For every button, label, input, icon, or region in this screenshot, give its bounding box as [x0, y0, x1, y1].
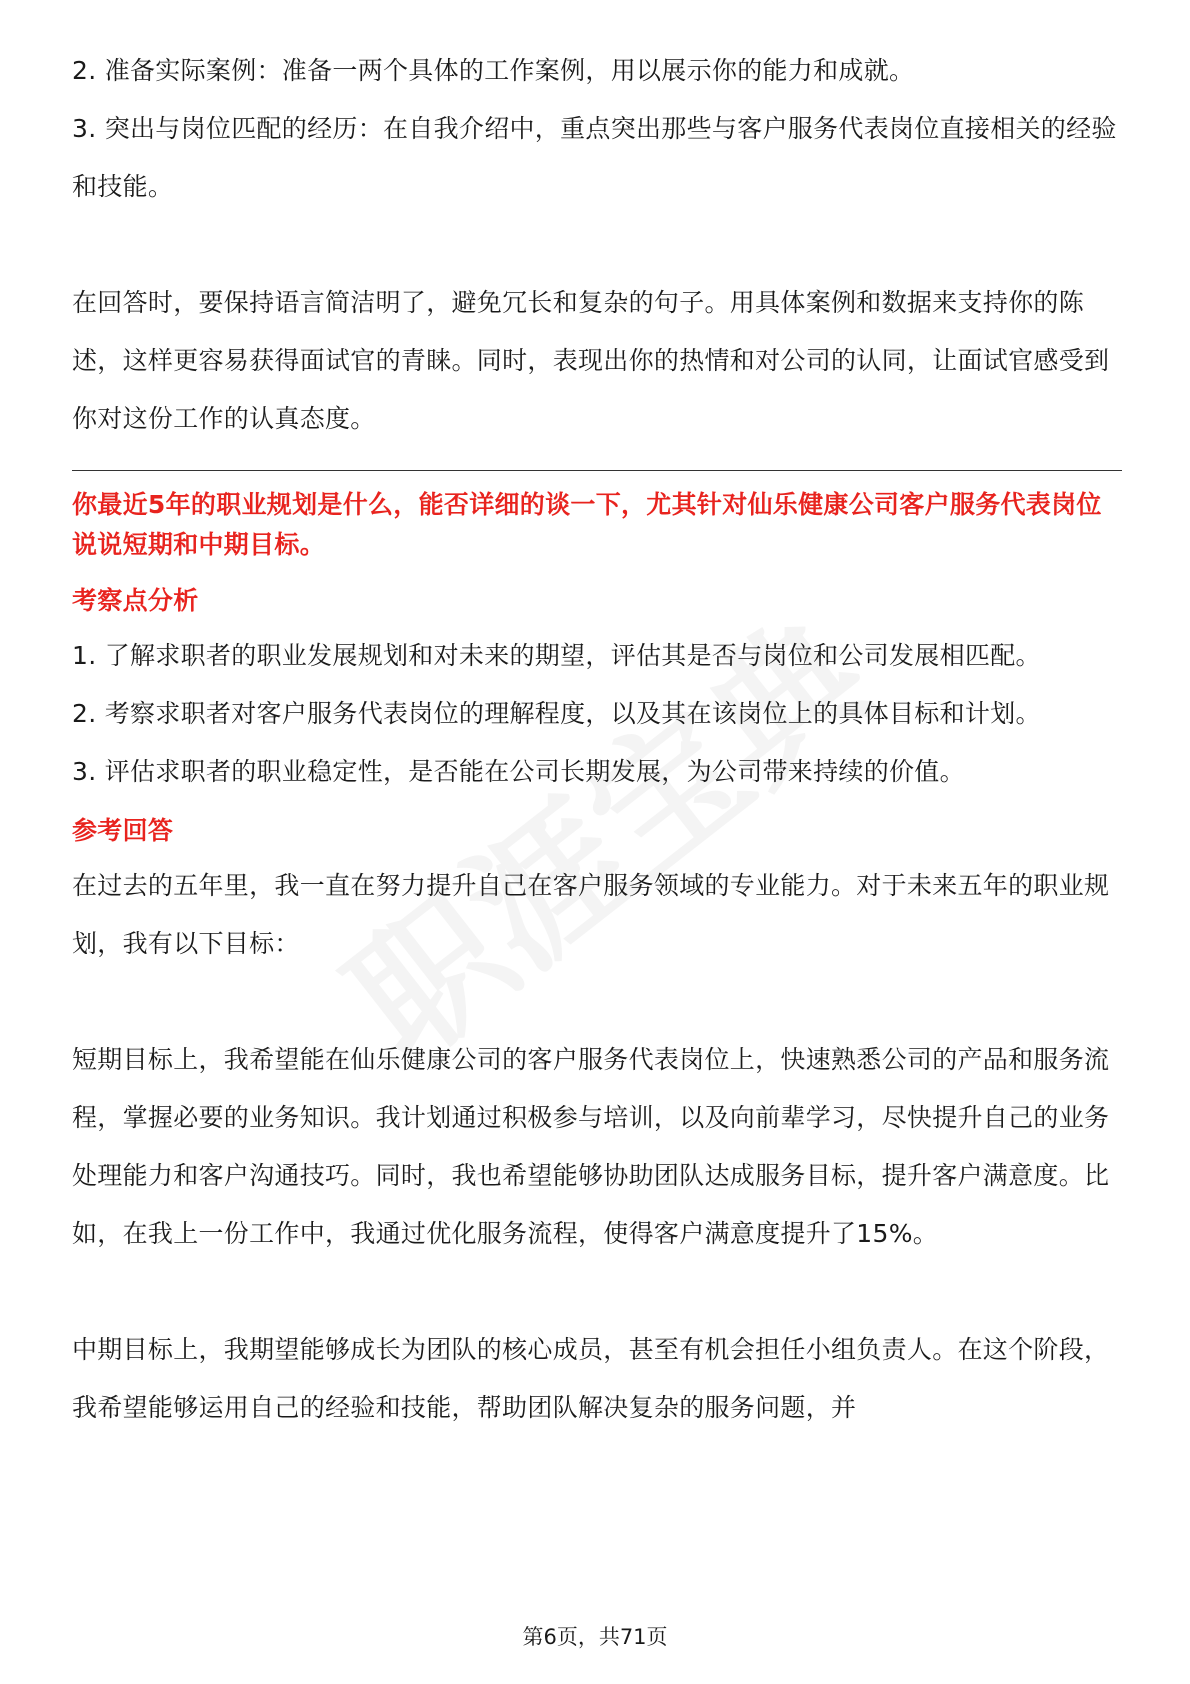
- spacer: [72, 973, 1122, 1031]
- answer-heading: 参考回答: [72, 816, 174, 845]
- section-divider: [72, 470, 1122, 471]
- page-content: [72, 42, 1122, 1437]
- answer-paragraph-3: 中期目标上，我期望能够成长为团队的核心成员，甚至有机会担任小组负责人。在这个阶段，我希望能够运用自己的经验和技能，帮助团队解决复杂的服务问题，并: [72, 1335, 1110, 1422]
- analysis-item-3: 3. 评估求职者的职业稳定性，是否能在公司长期发展，为公司带来持续的价值。: [72, 757, 965, 786]
- analysis-item-2: 2. 考察求职者对客户服务代表岗位的理解程度，以及其在该岗位上的具体目标和计划。: [72, 699, 1041, 728]
- summary-paragraph: 在回答时，要保持语言简洁明了，避免冗长和复杂的句子。用具体案例和数据来支持你的陈述，这样更容易获得面试官的青睐。同时，表现出你的热情和对公司的认同，让面试官感受到你对这份工作的认真态度。: [72, 288, 1110, 433]
- spacer: [72, 216, 1122, 274]
- interview-question: 你最近5年的职业规划是什么，能否详细的谈一下，尤其针对仙乐健康公司客户服务代表岗位说说短期和中期目标。: [72, 490, 1102, 559]
- tip-item-2: 2. 准备实际案例：准备一两个具体的工作案例，用以展示你的能力和成就。: [72, 56, 915, 85]
- spacer: [72, 1263, 1122, 1321]
- tip-item-3: 3. 突出与岗位匹配的经历：在自我介绍中，重点突出那些与客户服务代表岗位直接相关的经验和技能。: [72, 114, 1117, 201]
- answer-paragraph-1: 在过去的五年里，我一直在努力提升自己在客户服务领域的专业能力。对于未来五年的职业规划，我有以下目标：: [72, 871, 1110, 958]
- page-number: 第6页，共71页: [522, 1625, 668, 1649]
- answer-paragraph-2: 短期目标上，我希望能在仙乐健康公司的客户服务代表岗位上，快速熟悉公司的产品和服务流程，掌握必要的业务知识。我计划通过积极参与培训，以及向前辈学习，尽快提升自己的业务处理能力和客户沟通技巧。同时，我也希望能够协助团队达成服务目标，提升客户满意度。比如，在我上一份工作中，我通过优化服务流程，使得客户满意度提升了15%。: [72, 1045, 1110, 1248]
- analysis-item-1: 1. 了解求职者的职业发展规划和对未来的期望，评估其是否与岗位和公司发展相匹配。: [72, 641, 1041, 670]
- analysis-heading: 考察点分析: [72, 586, 199, 615]
